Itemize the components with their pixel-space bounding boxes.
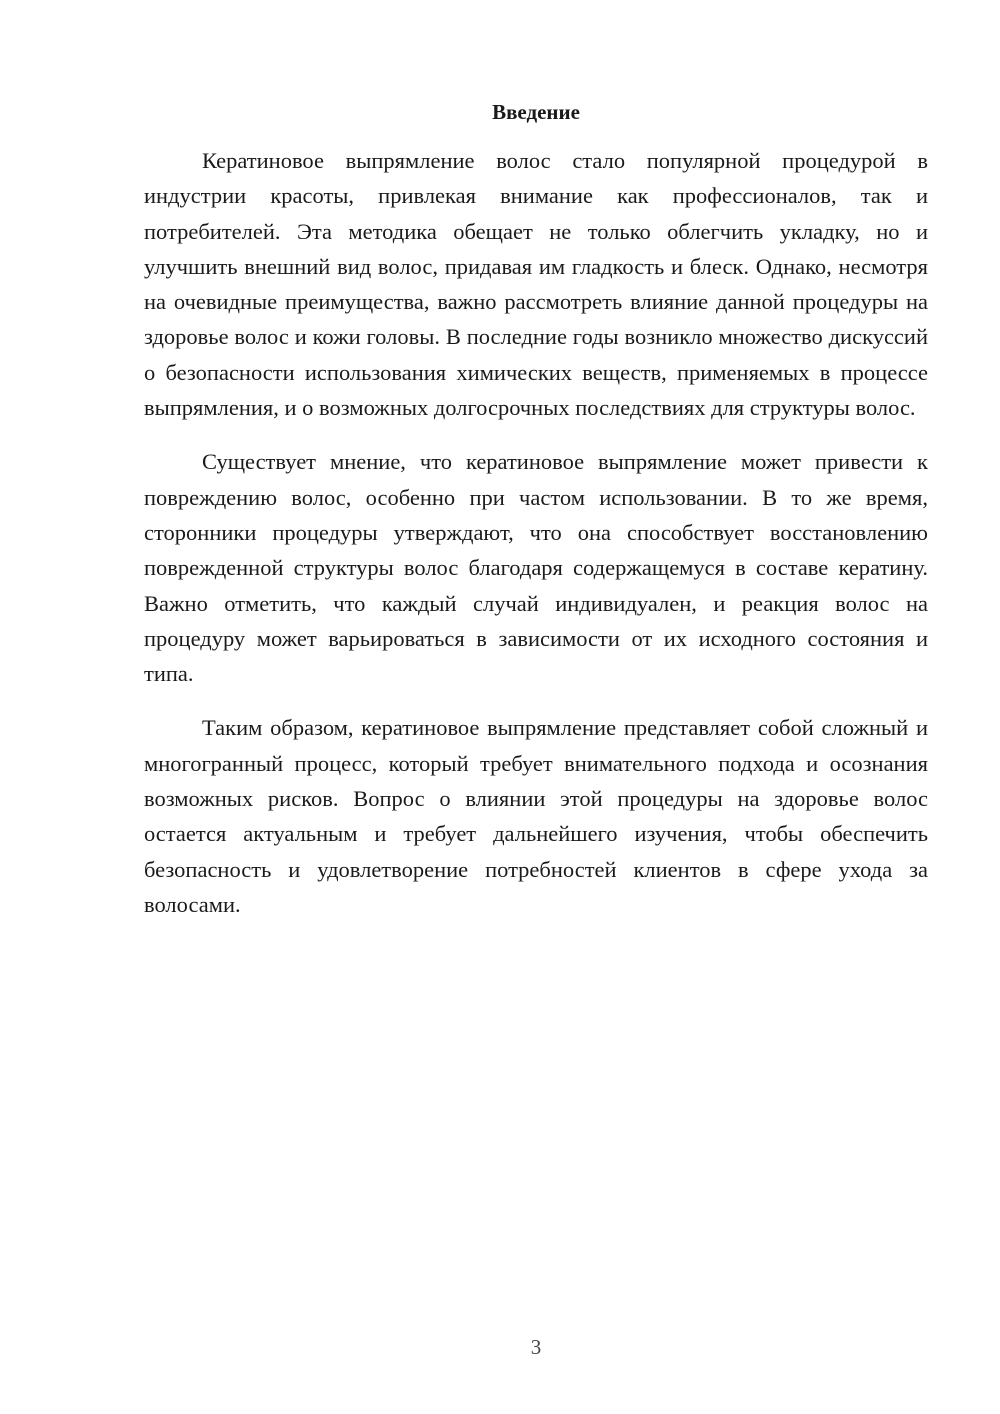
- section-title: Введение: [492, 100, 580, 124]
- page-number: 3: [530, 1335, 542, 1359]
- paragraph-2: Существует мнение, что кератиновое выпрямление может привести к повреждению волос, особенно при частом использовании. В то же время, сторонники процедуры утверждают, что она способствует восстановлению поврежденной структуры волос благодаря содержащемуся в составе кератину. Важно отметить, что каждый случай индивидуален, и реакция волос на процедуру может варьироваться в зависимости от их исходного состояния и типа.: [144, 449, 928, 687]
- paragraph-1: Кератиновое выпрямление волос стало популярной процедурой в индустрии красоты, привлекая внимание как профессионалов, так и потребителей. Эта методика обещает не только облегчить укладку, но и улучшить внешний вид волос, придавая им гладкость и блеск. Однако, несмотря на очевидные преимущества, важно рассмотреть влияние данной процедуры на здоровье волос и кожи головы. В последние годы возникло множество дискуссий о безопасности использования химических веществ, применяемых в процессе выпрямления, и о возможных долгосрочных последствиях для структуры волос.: [144, 148, 928, 421]
- body-text: [144, 143, 928, 941]
- paragraph-3: Таким образом, кератиновое выпрямление представляет собой сложный и многогранный процесс, который требует внимательного подхода и осознания возможных рисков. Вопрос о влиянии этой процедуры на здоровье волос остается актуальным и требует дальнейшего изучения, чтобы обеспечить безопасность и удовлетворение потребностей клиентов в сфере ухода за волосами.: [144, 715, 928, 917]
